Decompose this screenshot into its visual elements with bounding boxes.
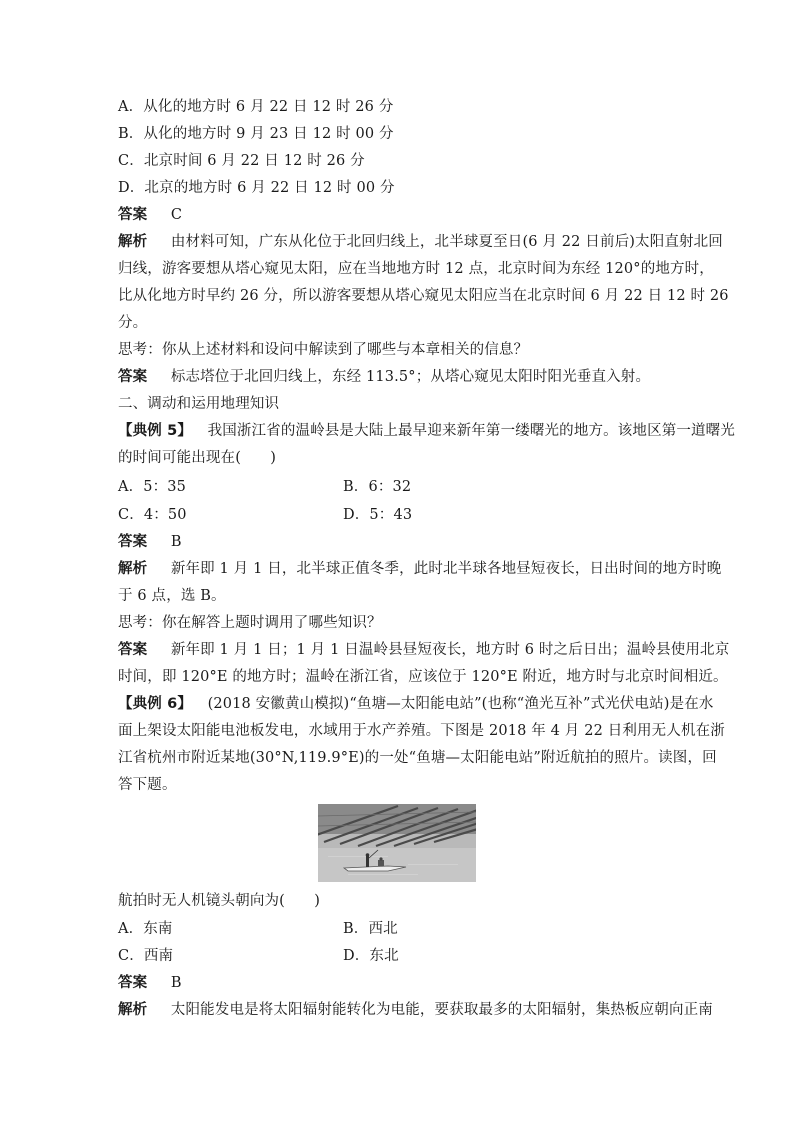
think1-answer-text: 标志塔位于北回归线上，东经 113.5°；从塔心窥见太阳时阳光垂直入射。 (170, 369, 651, 385)
q1-option-c: C．北京时间 6 月 22 日 12 时 26 分 (118, 153, 365, 169)
ex6-options-row-1 (118, 919, 678, 939)
ex5-answer-value: B (170, 534, 182, 550)
ex6-option-b: B．西北 (343, 921, 398, 937)
explain-label: 解析 (118, 561, 148, 577)
ex5-answer-line (118, 532, 678, 552)
ex5-explain-text-1: 新年即 1 月 1 日，北半球正值冬季，此时北半球各地昼短夜长，日出时间的地方时晚 (170, 561, 722, 577)
ex5-text-1: 我国浙江省的温岭县是大陆上最早迎来新年第一缕曙光的地方。该地区第一道曙光 (207, 423, 735, 439)
q1-option-d: D．北京的地方时 6 月 22 日 12 时 00 分 (118, 180, 395, 196)
explain-label: 解析 (118, 234, 148, 250)
ex6-option-a: A．东南 (118, 921, 173, 937)
ex5-line-2: 的时间可能出现在( ) (118, 450, 277, 466)
answer-label: 答案 (118, 975, 148, 991)
ex5-explain-line-1 (118, 559, 722, 579)
think2-answer-text-1: 新年即 1 月 1 日；1 月 1 日温岭县昼短夜长，地方时 6 时之后日出；温岭县使用北京 (170, 642, 730, 658)
ex5-option-c: C．4：50 (118, 507, 187, 523)
q1-answer-value: C (170, 207, 183, 223)
ex5-line-1 (118, 421, 735, 441)
q1-option-a: A．从化的地方时 6 月 22 日 12 时 26 分 (118, 99, 394, 115)
ex5-tag: 【典例 5】 (118, 423, 193, 439)
ex6-option-d: D．东北 (343, 948, 399, 964)
ex5-option-b: B．6：32 (343, 479, 412, 495)
ex5-options-row-1 (118, 477, 678, 497)
ex5-option-a: A．5：35 (118, 479, 187, 495)
answer-label: 答案 (118, 642, 148, 658)
ex6-answer-line (118, 973, 678, 993)
q1-explain-line-3: 比从化地方时早约 26 分，所以游客要想从塔心窥见太阳应当在北京时间 6 月 22 日 12 时 26 (118, 288, 729, 304)
ex6-option-c: C．西南 (118, 948, 174, 964)
answer-label: 答案 (118, 534, 148, 550)
ex5-explain-line-2: 于 6 点，选 B。 (118, 588, 226, 604)
ex6-answer-value: B (170, 975, 182, 991)
think1-question: 思考：你从上述材料和设问中解读到了哪些与本章相关的信息？ (118, 342, 529, 358)
ex6-line-3: 江省杭州市附近某地(30°N,119.9°E)的一处“鱼塘—太阳能电站”附近航拍的照片。读图，回 (118, 750, 717, 766)
q1-explain-line-4: 分。 (118, 315, 148, 331)
section2-title: 二、调动和运用地理知识 (118, 396, 280, 412)
answer-label: 答案 (118, 207, 148, 223)
q1-explain-text-1: 由材料可知，广东从化位于北回归线上，北半球夏至日(6 月 22 日前后)太阳直射北回 (170, 234, 723, 250)
think2-answer-line-2: 时间，即 120°E 的地方时；温岭在浙江省，应该位于 120°E 附近，地方时与北京时间相近。 (118, 669, 728, 685)
ex6-line-1 (118, 694, 714, 714)
ex6-line-2: 面上架设太阳能电池板发电，水域用于水产养殖。下图是 2018 年 4 月 22 日利用无人机在浙 (118, 723, 725, 739)
ex6-explain-line (118, 1000, 713, 1020)
ex6-options-row-2 (118, 946, 678, 966)
think2-question: 思考：你在解答上题时调用了哪些知识？ (118, 615, 382, 631)
q1-answer-line (118, 205, 678, 225)
ex6-explain-text: 太阳能发电是将太阳辐射能转化为电能，要获取最多的太阳辐射，集热板应朝向正南 (170, 1002, 713, 1018)
ex6-text-1: (2018 安徽黄山模拟)“鱼塘—太阳能电站”(也称“渔光互补”式光伏电站)是在水 (207, 696, 714, 712)
q1-explain-line-1 (118, 232, 723, 252)
ex5-options-row-2 (118, 505, 678, 525)
ex6-line-4: 答下题。 (118, 777, 177, 793)
q1-option-b: B．从化的地方时 9 月 23 日 12 时 00 分 (118, 126, 394, 142)
think2-answer-line-1 (118, 640, 730, 660)
q1-explain-line-2: 归线，游客要想从塔心窥见太阳，应在当地地方时 12 点，北京时间为东经 120°的地方时， (118, 261, 714, 277)
think1-answer-line (118, 367, 678, 387)
ex6-question: 航拍时无人机镜头朝向为( ) (118, 893, 321, 909)
aerial-photo-fishpond-solar (318, 804, 476, 882)
ex5-option-d: D．5：43 (343, 507, 413, 523)
explain-label: 解析 (118, 1002, 148, 1018)
answer-label: 答案 (118, 369, 148, 385)
ex6-tag: 【典例 6】 (118, 696, 193, 712)
